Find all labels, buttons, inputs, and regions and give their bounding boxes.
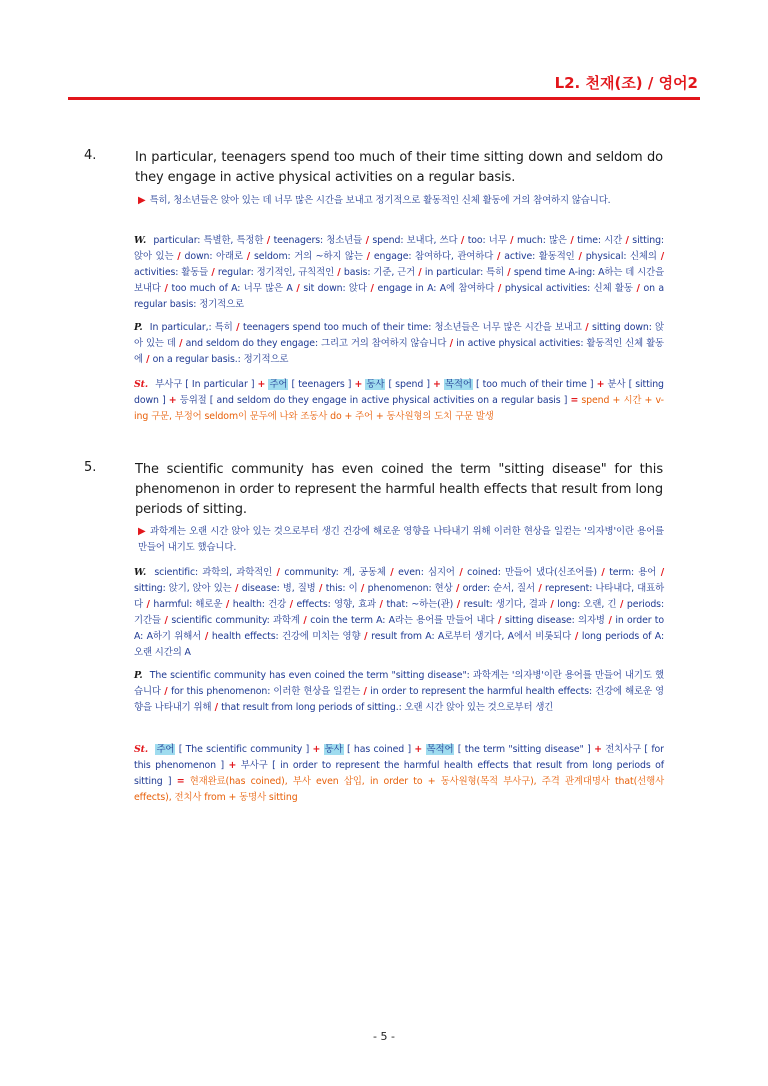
slash-separator: / [453,599,464,610]
structure-tag: St. [134,379,149,390]
vocab-entry: down: 아래로 [184,251,243,262]
vocab-entry: long: 오랜, 긴 [557,599,617,610]
structure-tag: St. [134,744,149,755]
slash-separator: / [604,615,616,626]
korean-translation: ▶ 특히, 청소년들은 앉아 있는 데 너무 많은 시간을 보내고 정기적으로 활동적인 신체 활동에 거의 참여하지 않습니다. [138,195,611,206]
vocab-entry: on a regular basis: 정기적으로 [134,283,665,310]
slash-separator: / [160,686,171,697]
structure-analysis: St. 부사구 [ In particular ] + 주어 [ teenagers ] + 동사 [ spend ] + 목적어 [ too much of their time ] + 분사 [ sitting down ] + 등위절 [ and seldom do they engage in active physical activities on a regular basis ] = spend + 시간 + v-ing 구문, 부정어 seldom이 문두에 나와 조동사 do + 주어 + 동사원형의 도치 구문 발생 [134,379,664,422]
vocab-entry: in order to A: A하기 위해서 [134,615,664,642]
slash-separator: / [334,267,344,278]
vocab-entry: result from A: A로부터 생기다, A에서 비롯되다 [371,631,572,642]
vocab-items [134,567,664,658]
vocab-entry: long periods of A: 오랜 시간의 A [134,631,664,658]
vocabulary-list [134,233,664,313]
vocab-entry: sitting: 앉기, 앉아 있는 [134,583,232,594]
slash-separator: / [201,631,212,642]
phrase-entry: teenagers spend too much of their time: 청소년들은 너무 많은 시간을 보내고 [243,322,582,333]
vocab-entry: spend time A-ing: A하는 데 시간을 보내다 [134,267,665,294]
slash-separator: / [362,251,374,262]
vocab-entry: health: 건강 [232,599,287,610]
slash-separator: / [175,338,186,349]
phrase-items [134,670,664,713]
vocab-entry: coin the term A: A라는 용어를 만들어 내다 [310,615,495,626]
vocab-entry: health effects: 건강에 미치는 영향 [211,631,361,642]
vocab-entry: phenomenon: 현상 [367,583,453,594]
slash-separator: / [452,583,463,594]
vocab-entry: activities: 활동들 [134,267,209,278]
structure-note: spend + 시간 + v-ing 구문, 부정어 seldom이 문두에 나와 조동사 do + 주어 + 동사원형의 도치 구문 발생 [134,395,664,422]
vocab-entry: this: 이 [325,583,358,594]
vocab-entry: effects: 영향, 효과 [296,599,376,610]
vocab-entry: seldom: 거의 ~하지 않는 [254,251,363,262]
vocab-entry: sitting: 앉아 있는 [134,235,664,262]
slash-separator: / [457,235,468,246]
page-header-title: L2. 천재(조) / 영어2 [554,74,698,92]
item-number: 5. [84,460,97,475]
phrase-tag: P. [134,322,143,333]
slash-separator: / [622,235,633,246]
vocab-entry: teenagers: 청소년들 [273,235,363,246]
slash-separator: / [231,583,242,594]
vocab-items [134,235,664,310]
slash-separator: / [142,599,154,610]
slash-separator: / [385,567,399,578]
slash-separator: / [232,322,243,333]
phrase-tag: P. [134,670,143,681]
phrase-entry: The scientific community has even coined the term "sitting disease": 과학계는 '의자병'이란 용어를 만들어 내기도 했습니다 [134,670,664,697]
object-highlight: 목적어 [426,744,454,755]
slash-separator: / [299,615,311,626]
slash-separator: / [360,631,372,642]
slash-separator: / [160,283,172,294]
vocab-entry: community: 계, 공동체 [284,567,386,578]
slash-separator: / [286,599,297,610]
phrase-list [134,320,664,368]
slash-separator: / [263,235,274,246]
vocab-entry: that: ~하는(관) [386,599,454,610]
slash-separator: / [566,235,578,246]
vocab-entry: physical activities: 신체 활동 [504,283,633,294]
korean-translation: ▶ 과학계는 오랜 시간 앉아 있는 것으로부터 생긴 건강에 해로운 영향을 나타내기 위해 이러한 현상을 일컫는 '의자병'이란 용어를 만들어 내기도 했습니다. [138,526,664,553]
phrase-entry: for this phenomenon: 이러한 현상을 일컫는 [170,686,361,697]
vocab-entry: scientific community: 과학계 [171,615,300,626]
phrase-entry: that result from long periods of sitting.: 오랜 시간 앉아 있는 것으로부터 생긴 [221,702,554,713]
slash-separator: / [208,267,218,278]
slash-separator: / [315,583,326,594]
structure-analysis: St. 주어 [ The scientific community ] + 동사 [ has coined ] + 목적어 [ the term "sitting disease" ] + 전치사구 [ for this phenomenon ] + 부사구 [ in order to represent the harmful health effects that result from long periods of sitting ] = 현재완료(has coined), 부사 even 삽입, in order to + 동사원형(목적 부사구), 주격 관계대명사 that(선행사 effects), 전치사 from + 동명사 sitting [134,744,665,803]
vocab-entry: periods: 기간들 [134,599,665,626]
vocab-entry: even: 심지어 [398,567,455,578]
vocabulary-list [134,565,664,661]
vocab-entry: active: 활동적인 [504,251,575,262]
slash-separator: / [173,251,185,262]
phrase-entry: sitting down: 앉아 있는 데 [134,322,664,349]
slash-separator: / [211,702,222,713]
triangle-arrow-icon: ▶ [138,195,146,206]
slash-separator: / [571,631,582,642]
vocab-entry: in particular: 특히 [424,267,505,278]
slash-separator: / [160,615,172,626]
triangle-arrow-icon: ▶ [138,526,146,537]
slash-separator: / [574,251,586,262]
slash-separator: / [546,599,558,610]
vocab-entry: basis: 기준, 근거 [343,267,416,278]
slash-separator: / [581,322,593,333]
slash-separator: / [362,235,373,246]
slash-separator: / [504,267,514,278]
slash-separator: / [415,267,425,278]
slash-separator: / [357,583,368,594]
slash-separator: / [656,567,665,578]
verb-highlight: 동사 [324,744,343,755]
vocab-entry: coined: 만들어 냈다(신조어를) [467,567,597,578]
vocab-entry: spend: 보내다, 쓰다 [372,235,458,246]
phrase-entry: in active physical activities: 활동적인 신체 활동에 [134,338,664,365]
slash-separator: / [494,283,505,294]
vocab-entry: particular: 특별한, 특정한 [153,235,264,246]
slash-separator: / [632,283,644,294]
vocab-entry: disease: 병, 질병 [241,583,316,594]
slash-separator: / [493,251,505,262]
phrase-entry: in order to represent the harmful health effects: 건강에 해로운 영향을 나타내기 위해 [134,686,664,713]
phrase-entry: on a regular basis.: 정기적으로 [152,354,289,365]
slash-separator: / [446,338,457,349]
vocab-entry: time: 시간 [577,235,623,246]
vocab-entry: engage: 참여하다, 관여하다 [373,251,494,262]
slash-separator: / [534,583,546,594]
item-number: 4. [84,148,97,163]
vocab-entry: represent: 나타내다, 대표하다 [134,583,665,610]
phrase-entry: In particular,: 특히 [149,322,233,333]
subject-highlight: 주어 [269,379,288,390]
vocab-entry: regular: 정기적인, 규칙적인 [217,267,335,278]
slash-separator: / [506,235,517,246]
phrase-items [134,322,664,365]
vocab-entry: result: 생기다, 결과 [463,599,547,610]
slash-separator: / [375,599,387,610]
slash-separator: / [366,283,378,294]
vocab-entry: harmful: 해로운 [153,599,223,610]
vocab-entry: physical: 신체의 [585,251,657,262]
slash-separator: / [242,251,254,262]
slash-separator: / [454,567,468,578]
english-sentence: The scientific community has even coined the term "sitting disease" for this phenomenon in order to represent the harmful health effects that result from long periods of sitting. [135,462,663,517]
object-highlight: 목적어 [444,379,472,390]
vocab-tag: W. [134,567,147,578]
subject-highlight: 주어 [156,744,175,755]
phrase-entry: and seldom do they engage: 그리고 거의 참여하지 않습니다 [185,338,447,349]
vocab-entry: much: 많은 [516,235,567,246]
vocab-entry: too much of A: 너무 많은 A [171,283,293,294]
slash-separator: / [360,686,371,697]
slash-separator: / [142,354,153,365]
slash-separator: / [272,567,285,578]
verb-highlight: 동사 [366,379,385,390]
header-divider [68,97,700,100]
vocab-entry: scientific: 과학의, 과학적인 [154,567,273,578]
slash-separator: / [616,599,627,610]
vocab-entry: order: 순서, 질서 [462,583,535,594]
vocab-entry: sitting disease: 의자병 [504,615,605,626]
slash-separator: / [596,567,610,578]
slash-separator: / [656,251,665,262]
vocab-entry: too: 너무 [467,235,507,246]
english-sentence: In particular, teenagers spend too much of their time sitting down and seldom do they engage in active physical activities on a regular basis. [135,150,663,185]
page-number: - 5 - [373,1030,395,1043]
vocab-entry: term: 용어 [609,567,657,578]
vocab-entry: sit down: 앉다 [303,283,367,294]
slash-separator: / [222,599,233,610]
slash-separator: / [494,615,505,626]
vocab-entry: engage in A: A에 참여하다 [377,283,495,294]
vocab-tag: W. [134,235,147,246]
phrase-list [134,668,664,716]
slash-separator: / [292,283,304,294]
